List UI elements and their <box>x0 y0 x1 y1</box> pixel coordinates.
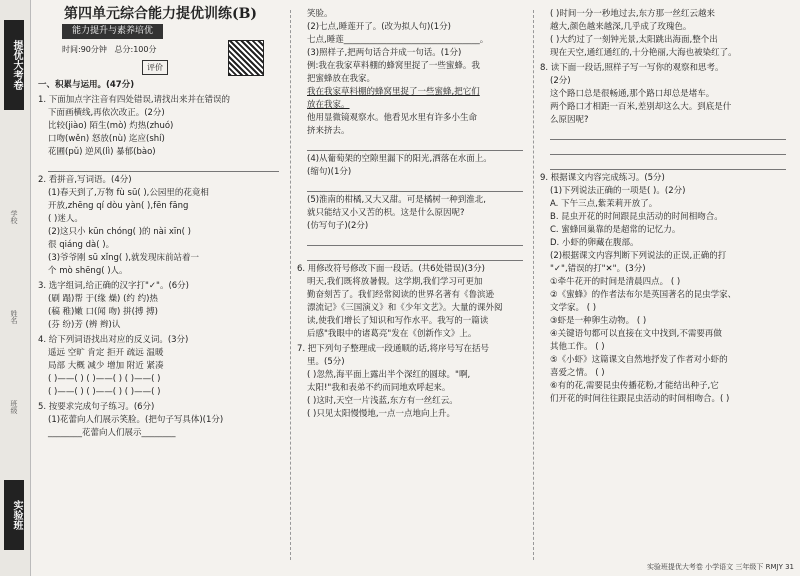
question-text: 读,使我们增长了知识和写作水平。我写的一篇读 <box>307 316 489 326</box>
question-text: ( )迷人。 <box>48 214 83 224</box>
column-1 <box>38 0 283 576</box>
question-text: 其他工作。 ( ) <box>550 342 605 352</box>
spine-bottom-label: 实验班 <box>4 480 24 550</box>
binding-strip <box>0 0 31 576</box>
question-text: ( )大约过了一刻钟光景,太阳跳出海面,整个出 <box>550 35 718 45</box>
question-text: (1)花蕾向人们展示笑脸。(把句子写具体)(1分) <box>48 415 224 425</box>
answer-line[interactable] <box>550 142 786 155</box>
question-text: ⑥有的花,需要昆虫传播花粉,才能结出种子,它 <box>550 381 719 391</box>
question-text: (稿 稚)嫩 口(闻 吻) 拼(搏 搏) <box>48 307 158 317</box>
question-text: C. 蜜蜂回巢靠的是超常的记忆力。 <box>550 225 681 235</box>
question-text: (5)淮南的柑橘,又大又甜。可是橘树一种到淮北, <box>307 195 486 205</box>
question-text: 一、积累与运用。(47分) <box>38 80 135 90</box>
question-text: 明天,我们既将放暑假。这学期,我们学习可更加 <box>307 277 483 287</box>
question-text: 把蜜蜂放在我家。 <box>307 74 376 84</box>
question-text: (4)从葡萄架的空隙里漏下的阳光,洒落在水面上。 <box>307 154 492 164</box>
question-text: 1. 下面加点字注音有四处错误,请找出来并在错误的 <box>38 95 231 105</box>
qr-code-icon <box>228 40 264 76</box>
question-text: ( )时间一分一秒地过去,东方那一丝红云越来 <box>550 9 716 19</box>
question-text: 例:我在我家草料棚的蜂窝里捉了一些蜜蜂。我 <box>307 61 480 71</box>
question-text: ( )——( ) ( )——( ) ( )——( ) <box>48 387 161 397</box>
question-text: (3)爷爷刚 sū xǐng( ),就发现床前站着一 <box>48 253 199 263</box>
total-score-label: 总分:100分 <box>114 45 157 54</box>
question-text: (刷 蹋)帮 于(缘 燥) (约 约)热 <box>48 294 158 304</box>
section-badge: 能力提升与素养培优 <box>62 24 163 39</box>
question-text: "✓",错误的打"✕"。(3分) <box>550 264 646 274</box>
question-text: 6. 用修改符号修改下面一段话。(共6处错误)(3分) <box>297 264 485 274</box>
question-text: 花圃(pǔ) 逆风(lì) 暴郁(bào) <box>48 147 156 157</box>
question-text: (2)根据课文内容判断下列说法的正误,正确的打 <box>550 251 727 261</box>
question-text: (3)照样子,把两句话合并成一句话。(1分) <box>307 48 462 58</box>
column-divider <box>290 10 291 560</box>
question-text: 9. 根据课文内容完成练习。(5分) <box>540 173 665 183</box>
question-text: ④关键语句都可以直接在文中找到,不需要再做 <box>550 329 722 339</box>
score-box: 评价 <box>142 60 168 75</box>
answer-line[interactable] <box>307 179 523 192</box>
answer-line[interactable] <box>307 138 523 151</box>
question-text: (1)春天到了,万物 fù sū( ),公园里的花竟相 <box>48 188 209 198</box>
question-text: 现在天空,通红通红的,十分艳丽,大海也被染红了。 <box>550 48 737 58</box>
question-text: 4. 给下列词语找出对应的反义词。(3分) <box>38 335 189 345</box>
question-text: ( )只见太阳慢慢地,一点一点地向上升。 <box>307 409 456 419</box>
page-footer: 实验班提优大考卷 小学语文 三年级下 RMJY 31 <box>646 563 794 571</box>
question-text: (2分) <box>550 76 571 86</box>
column-2 <box>297 0 527 576</box>
spine-class-label: 班级 <box>10 400 18 414</box>
column-2-body <box>297 8 527 421</box>
question-text: ⑤《小虾》这篇课文自然地抒发了作者对小虾的 <box>550 355 728 365</box>
question-text: 比较(jiào) 陌生(mò) 灼热(zhuó) <box>48 121 174 131</box>
badge-row <box>38 24 283 39</box>
question-text: 个 mò shēng( )人。 <box>48 266 128 276</box>
question-text: (芬 纷)芳 (辨 辫)认 <box>48 320 121 330</box>
question-text: 遥远 空旷 肯定 拒开 疏远 温暖 <box>48 348 164 358</box>
answer-line[interactable] <box>307 248 523 261</box>
question-text: (2)这只小 kūn chóng( )的 nài xīn( ) <box>48 227 191 237</box>
column-divider <box>533 10 534 560</box>
question-text: 里。(5分) <box>307 357 345 367</box>
question-text: (缩句)(1分) <box>307 167 352 177</box>
question-text: (仿写句子)(2分) <box>307 221 369 231</box>
answer-line[interactable] <box>550 157 786 170</box>
question-text: 七点,睡莲________________________________。 <box>307 35 489 45</box>
spine-school-label: 学校 <box>10 210 18 224</box>
question-text: 越大,颜色越来越深,几乎成了玫瑰色。 <box>550 22 692 32</box>
question-text: 8. 读下面一段话,照样子写一写你的观察和思考。 <box>540 63 724 73</box>
question-text: 漂流记》《三国演义》和《少年文艺》。大量的课外阅 <box>307 303 503 313</box>
question-text: 太阳!"我和表弟不约而同地欢呼起来。 <box>307 383 451 393</box>
answer-line[interactable] <box>48 159 279 172</box>
question-text: 下面画横线,再依次改正。(2分) <box>48 108 165 118</box>
question-text: B. 昆虫开花的时间跟昆虫活动的时间相吻合。 <box>550 212 723 222</box>
spine-name-label: 姓名 <box>10 310 18 324</box>
question-text: A. 下午三点,紫茉莉开放了。 <box>550 199 658 209</box>
question-text: ( )忽然,海平面上露出半个深红的圆球。"啊, <box>307 370 471 380</box>
question-text: 局部 大概 减少 增加 附近 紧凑 <box>48 361 164 371</box>
question-text: ②《蜜蜂》的作者法布尔是英国著名的昆虫学家、 <box>550 290 737 300</box>
question-text: ( )这时,天空一片浅蓝,东方有一丝红云。 <box>307 396 458 406</box>
question-text: (2)七点,睡莲开了。(改为拟人句)(1分) <box>307 22 451 32</box>
question-text: 两个路口才相距一百米,差别却这么大。到底是什 <box>550 102 732 112</box>
question-text: ( )——( ) ( )——( ) ( )——( ) <box>48 374 161 384</box>
question-text: 喜爱之情。 ( ) <box>550 368 605 378</box>
answer-line[interactable] <box>307 233 523 246</box>
question-text: 5. 按要求完成句子练习。(6分) <box>38 402 155 412</box>
question-text: ③虾是一种卵生动物。 ( ) <box>550 316 647 326</box>
question-text: 就只能结又小又苦的枳。这是什么原因呢? <box>307 208 465 218</box>
spine-top-label: 提优大考卷 <box>4 20 24 110</box>
question-text: 2. 看拼音,写词语。(4分) <box>38 175 132 185</box>
question-text: 口吻(wěn) 怒放(nù) 迄应(shí) <box>48 134 165 144</box>
question-text: D. 小虾的卵藏在腹部。 <box>550 238 639 248</box>
question-text: 挤来挤去。 <box>307 126 350 136</box>
question-text: ________花蕾向人们展示________ <box>48 428 176 438</box>
question-text: 他用显微镜观察水。他看见水里有许多小生命 <box>307 113 478 123</box>
question-text: (1)下列说法正确的一项是( )。(2分) <box>550 186 686 196</box>
question-text: 放在我家。 <box>307 100 350 110</box>
column-3 <box>540 0 790 576</box>
column-1-body <box>38 79 283 440</box>
question-text: 这个路口总是很畅通,那个路口却总是堵车。 <box>550 89 715 99</box>
question-text: 么原因呢? <box>550 115 589 125</box>
question-text: 很 qiáng dà( )。 <box>48 240 115 250</box>
answer-line[interactable] <box>550 127 786 140</box>
question-text: 笑脸。 <box>307 9 333 19</box>
question-text: 7. 把下列句子整理成一段通顺的话,将序号写在括号 <box>297 344 490 354</box>
question-text: 文学家。 ( ) <box>550 303 597 313</box>
column-3-body <box>540 8 790 406</box>
question-text: 3. 选字组词,给正确的汉字打"✓"。(6分) <box>38 281 189 291</box>
page-title: 第四单元综合能力提优训练(B) <box>63 6 258 22</box>
time-label: 时间:90分钟 <box>62 45 107 54</box>
question-text: 后感"我眼中的诸葛亮"发在《创新作文》上。 <box>307 329 477 339</box>
question-text: 勤奋刻苦了。我们经常阅读的世界名著有《鲁滨逊 <box>307 290 495 300</box>
question-text: 们开花的时间往往跟昆虫活动的时间相吻合。( ) <box>550 394 730 404</box>
question-text: 开放,zhēng qí dòu yàn( ),fēn fāng <box>48 201 189 211</box>
question-text: 我在我家草料棚的蜂窝里捉了一些蜜蜂,把它们 <box>307 87 480 97</box>
question-text: ①牵牛花开的时间是清晨四点。 ( ) <box>550 277 681 287</box>
